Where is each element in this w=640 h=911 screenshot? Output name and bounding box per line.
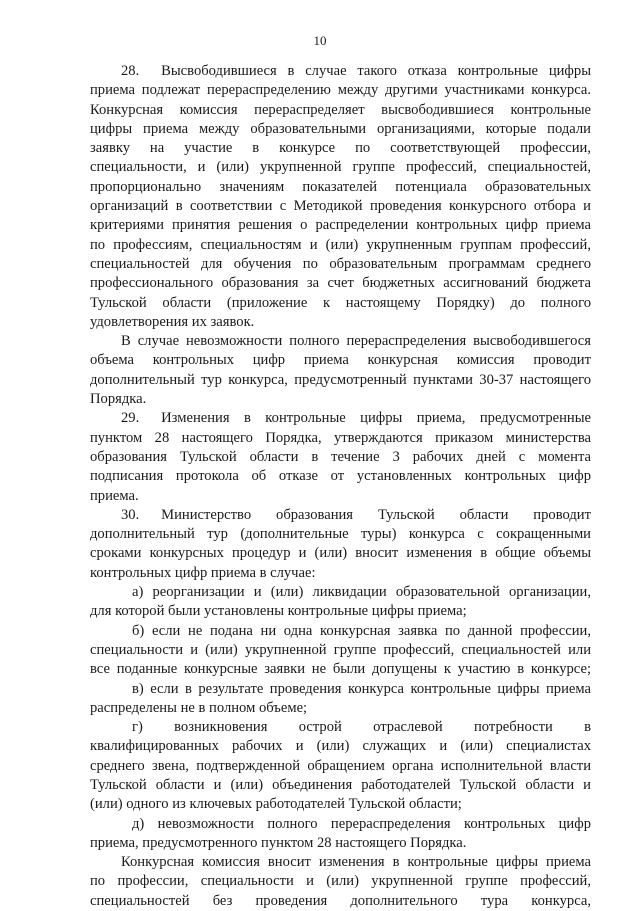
text-line-content: Тульской области (приложение к настоящему Порядку) до полного xyxy=(90,294,591,311)
text-line-content: специальности и (или) укрупненной группе профессий, специальностей или xyxy=(90,641,591,658)
text-line-content: Порядка. xyxy=(90,391,147,408)
text-line xyxy=(90,487,591,506)
text-line xyxy=(90,583,591,602)
text-line-content: критериями принятия решения о распределении контрольных цифр приема xyxy=(90,217,591,234)
text-line xyxy=(90,757,591,776)
text-line xyxy=(90,853,591,872)
text-line-content: объема контрольных цифр приема конкурсная комиссия проводит xyxy=(90,352,591,369)
text-line xyxy=(90,409,591,428)
text-line-content: профессионального образования за счет бюджетных ассигнований бюджета xyxy=(90,275,591,292)
text-line-content: дополнительный тур конкурса, предусмотренный пунктами 30-37 настоящего xyxy=(90,371,591,388)
text-line xyxy=(90,680,591,699)
text-line xyxy=(90,139,591,158)
text-line-content: приема подлежат перераспределению между другими участниками конкурса. xyxy=(90,82,591,99)
text-line-content: специальностей без проведения дополнительного тура конкурса, xyxy=(90,892,591,909)
text-line xyxy=(90,351,591,370)
text-line-content: контрольных цифр приема в случае: xyxy=(90,564,316,581)
text-line xyxy=(90,62,591,81)
text-line xyxy=(90,371,591,390)
text-line-content: пропорционально значениям показателей потенциала образовательных xyxy=(90,178,591,195)
text-line xyxy=(90,892,591,911)
text-line xyxy=(90,467,591,486)
text-line xyxy=(90,660,591,679)
page-number: 10 xyxy=(313,33,327,48)
document-body xyxy=(90,62,591,911)
text-line-content: для которой были установлены контрольные цифры приема; xyxy=(90,603,467,620)
text-line-content: приема, предусмотренного пунктом 28 настоящего Порядка. xyxy=(90,834,467,851)
text-line xyxy=(90,158,591,177)
text-line-content: В случае невозможности полного перераспределения высвободившегося xyxy=(121,333,591,350)
text-line xyxy=(90,776,591,795)
text-line-content: г) возникновения острой отраслевой потребности в xyxy=(132,719,591,736)
text-line-content: образования Тульской области в течение 3 рабочих дней с момента xyxy=(90,448,591,465)
text-line xyxy=(90,564,591,583)
text-line xyxy=(90,506,591,525)
text-line-content: пунктом 28 настоящего Порядка, утверждаются приказом министерства xyxy=(90,429,591,446)
text-line xyxy=(90,236,591,255)
text-line-content: цифры приема между образовательными организациями, которые подали xyxy=(90,120,591,137)
text-line xyxy=(90,834,591,853)
text-line-content: Тульской области и (или) объединения работодателей Тульской области и xyxy=(90,776,591,793)
text-line xyxy=(90,622,591,641)
text-line xyxy=(90,429,591,448)
text-line-content: сроками конкурсных процедур и (или) вносит изменения в общие объемы xyxy=(90,545,591,562)
text-line xyxy=(90,255,591,274)
text-line xyxy=(90,390,591,409)
text-line xyxy=(90,332,591,351)
text-line-content: распределены не в полном объеме; xyxy=(90,699,308,716)
text-line xyxy=(90,718,591,737)
text-line-content: дополнительный тур (дополнительные туры) конкурса с сокращенными xyxy=(90,526,591,543)
text-line xyxy=(90,448,591,467)
text-line-content: среднего звена, подтвержденной обращением органа исполнительной власти xyxy=(90,757,591,774)
text-line xyxy=(90,737,591,756)
text-line-content: (или) одного из ключевых работодателей Тульской области; xyxy=(90,796,462,813)
text-line xyxy=(90,815,591,834)
text-line-content: 28. Высвободившиеся в случае такого отказа контрольные цифры xyxy=(121,63,591,79)
text-line xyxy=(90,525,591,544)
text-line-content: приема. xyxy=(90,487,139,504)
text-line-content: организаций в соответствии с Методикой проведения конкурсного отбора и xyxy=(90,198,591,215)
text-line-content: Конкурсная комиссия вносит изменения в контрольные цифры приема xyxy=(121,854,591,871)
text-line xyxy=(90,197,591,216)
text-line xyxy=(90,602,591,621)
text-line-content: д) невозможности полного перераспределения контрольных цифр xyxy=(132,815,591,832)
text-line-content: Конкурсная комиссия перераспределяет высвободившиеся контрольные xyxy=(90,101,591,118)
text-line-content: специальностей для обучения по образовательным программам среднего xyxy=(90,255,591,272)
text-line-content: 30. Министерство образования Тульской области проводит xyxy=(121,506,591,523)
text-line-content: подписания протокола об отказе от установленных контрольных цифр xyxy=(90,468,591,485)
text-line-content: по профессии, специальности и (или) укрупненной группе профессий, xyxy=(90,873,591,890)
text-line xyxy=(90,641,591,660)
text-line xyxy=(90,178,591,197)
text-line-content: заявку на участие в конкурсе по соответствующей профессии, xyxy=(90,140,591,157)
text-line xyxy=(90,872,591,891)
text-line xyxy=(90,795,591,814)
text-line xyxy=(90,544,591,563)
text-line-content: б) если не подана ни одна конкурсная заявка по данной профессии, xyxy=(132,622,591,639)
text-line xyxy=(90,81,591,100)
text-line xyxy=(90,294,591,313)
text-line xyxy=(90,120,591,139)
text-line-content: специальности, и (или) укрупненной группе профессий, специальностей, xyxy=(90,159,591,176)
text-line-content: а) реорганизации и (или) ликвидации образовательной организации, xyxy=(132,584,591,601)
text-line-content: по профессиям, специальностям и (или) укрупненным группам профессий, xyxy=(90,236,591,253)
text-line-content: все поданные конкурсные заявки не были допущены к участию в конкурсе; xyxy=(90,661,591,678)
text-line-content: 29. Изменения в контрольные цифры приема, предусмотренные xyxy=(121,410,591,427)
text-line-content: квалифицированных рабочих и (или) служащих и (или) специалистах xyxy=(90,738,591,755)
text-line-content: удовлетворения их заявок. xyxy=(90,313,255,330)
text-line xyxy=(90,313,591,332)
text-line xyxy=(90,274,591,293)
text-line-content: в) если в результате проведения конкурса контрольные цифры приема xyxy=(132,680,591,697)
text-line xyxy=(90,216,591,235)
text-line xyxy=(90,699,591,718)
text-line xyxy=(90,101,591,120)
